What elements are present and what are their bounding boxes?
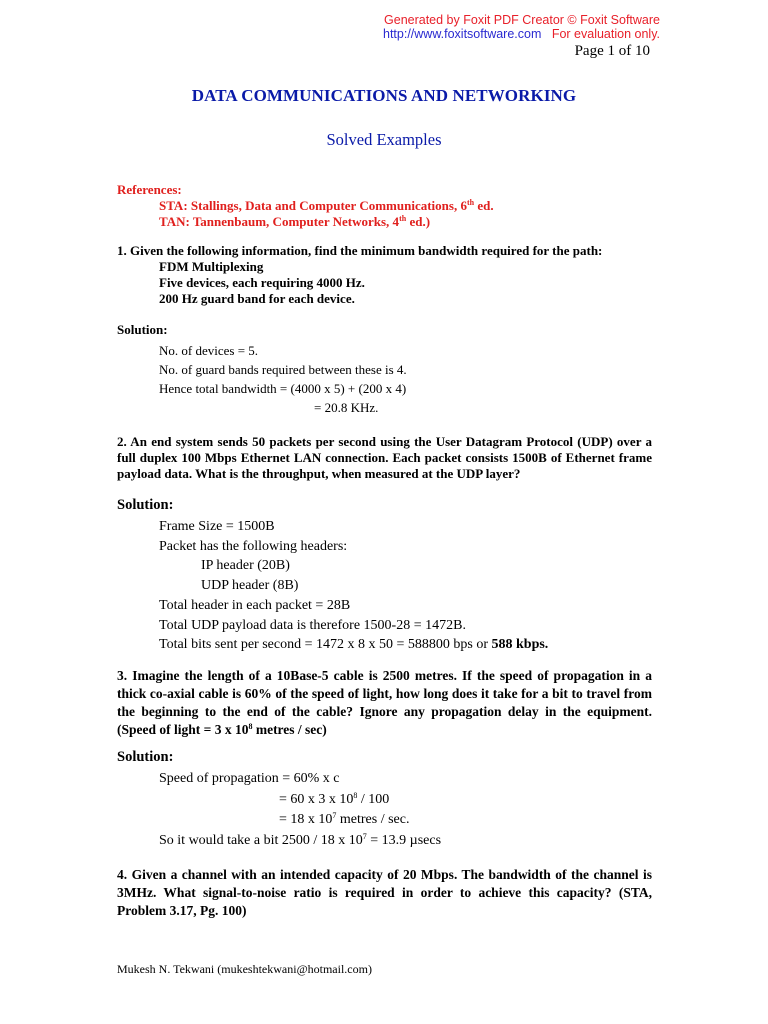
foxit-watermark [383, 13, 660, 41]
solution-line: No. of guard bands required between these is 4. [159, 362, 407, 377]
page-footer: Mukesh N. Tekwani (mukeshtekwani@hotmail.com) [117, 962, 372, 976]
solution-1 [159, 341, 407, 417]
solution-line: Total header in each packet = 28B [159, 597, 351, 613]
solution-label: Solution: [117, 497, 174, 513]
solution-line: Hence total bandwidth = (4000 x 5) + (200 x 4) [159, 381, 407, 396]
question-item: Five devices, each requiring 4000 Hz. [159, 275, 365, 290]
watermark-line: Generated by Foxit PDF Creator © Foxit Software [384, 13, 660, 27]
document-title: DATA COMMUNICATIONS AND NETWORKING [191, 86, 577, 105]
reference-tan: TAN: Tannenbaum, Computer Networks, 4th ed.) [159, 214, 431, 229]
solution-line: Packet has the following headers: [159, 538, 348, 554]
solution-line: Total bits sent per second = 1472 x 8 x 50 = 588800 bps or 588 kbps. [159, 637, 549, 653]
solution-line: = 18 x $10^7$ metres / sec. [279, 811, 410, 827]
solution-line: = 20.8 KHz. [314, 400, 379, 415]
page-number: Page 1 of 10 [574, 43, 650, 59]
question-1 [117, 243, 652, 307]
solution-2 [159, 517, 548, 655]
question-3 [117, 667, 652, 739]
question-text: 3. Imagine the length of a 10Base-5 cable is 2500 metres. If the speed of propagation in a thick co-axial cable is 60% of the speed of light, how long does it take for a bit to travel from the beginning to the end of the cable? Ignore any propagation delay in the equipment. (Speed of light = 3 x $10^8$ metres / sec) [117, 668, 652, 737]
solution-line: No. of devices = 5. [159, 343, 259, 358]
solution-line: Speed of propagation = 60% x c [159, 771, 340, 786]
reference-sta: STA: Stallings, Data and Computer Communications, 6th ed. [159, 198, 494, 213]
solution-label: Solution: [117, 749, 174, 765]
solution-line: Total UDP payload data is therefore 1500-28 = 1472B. [159, 617, 466, 633]
question-text: 4. Given a channel with an intended capacity of 20 Mbps. The bandwidth of the channel is 3MHz. What signal-to-noise ratio is required in order to achieve this capacity? (STA, Problem 3.17, Pg. 100) [117, 867, 652, 918]
solution-line: IP header (20B) [201, 558, 290, 574]
solution-line: UDP header (8B) [201, 578, 299, 594]
question-4 [117, 866, 652, 920]
document-subtitle: Solved Examples [326, 130, 442, 149]
references-block [117, 182, 494, 230]
solution-3 [159, 769, 441, 851]
question-text: 2. An end system sends 50 packets per second using the User Datagram Protocol (UDP) over a full duplex 100 Mbps Ethernet LAN connection. Each packet consists 1500B of Ethernet frame payload data. What is the throughput, when measured at the UDP layer? [117, 434, 652, 481]
question-item: 200 Hz guard band for each device. [159, 291, 355, 306]
question-text: 1. Given the following information, find the minimum bandwidth required for the path: [117, 243, 603, 258]
solution-answer: 588 kbps. [491, 637, 549, 653]
watermark-link[interactable]: http://www.foxitsoftware.com [383, 27, 542, 41]
solution-label: Solution: [117, 322, 168, 337]
watermark-eval-note: For evaluation only. [551, 27, 660, 41]
solution-line: Frame Size = 1500B [159, 519, 275, 534]
solution-line: So it would take a bit 2500 / 18 x $10^7 = 13.9$ µsecs [159, 831, 442, 848]
solution-line: = 60 x 3 x $10^8 / 100$ [279, 790, 390, 807]
question-item: FDM Multiplexing [159, 259, 264, 274]
references-heading: References: [117, 182, 182, 197]
question-2 [117, 434, 652, 482]
